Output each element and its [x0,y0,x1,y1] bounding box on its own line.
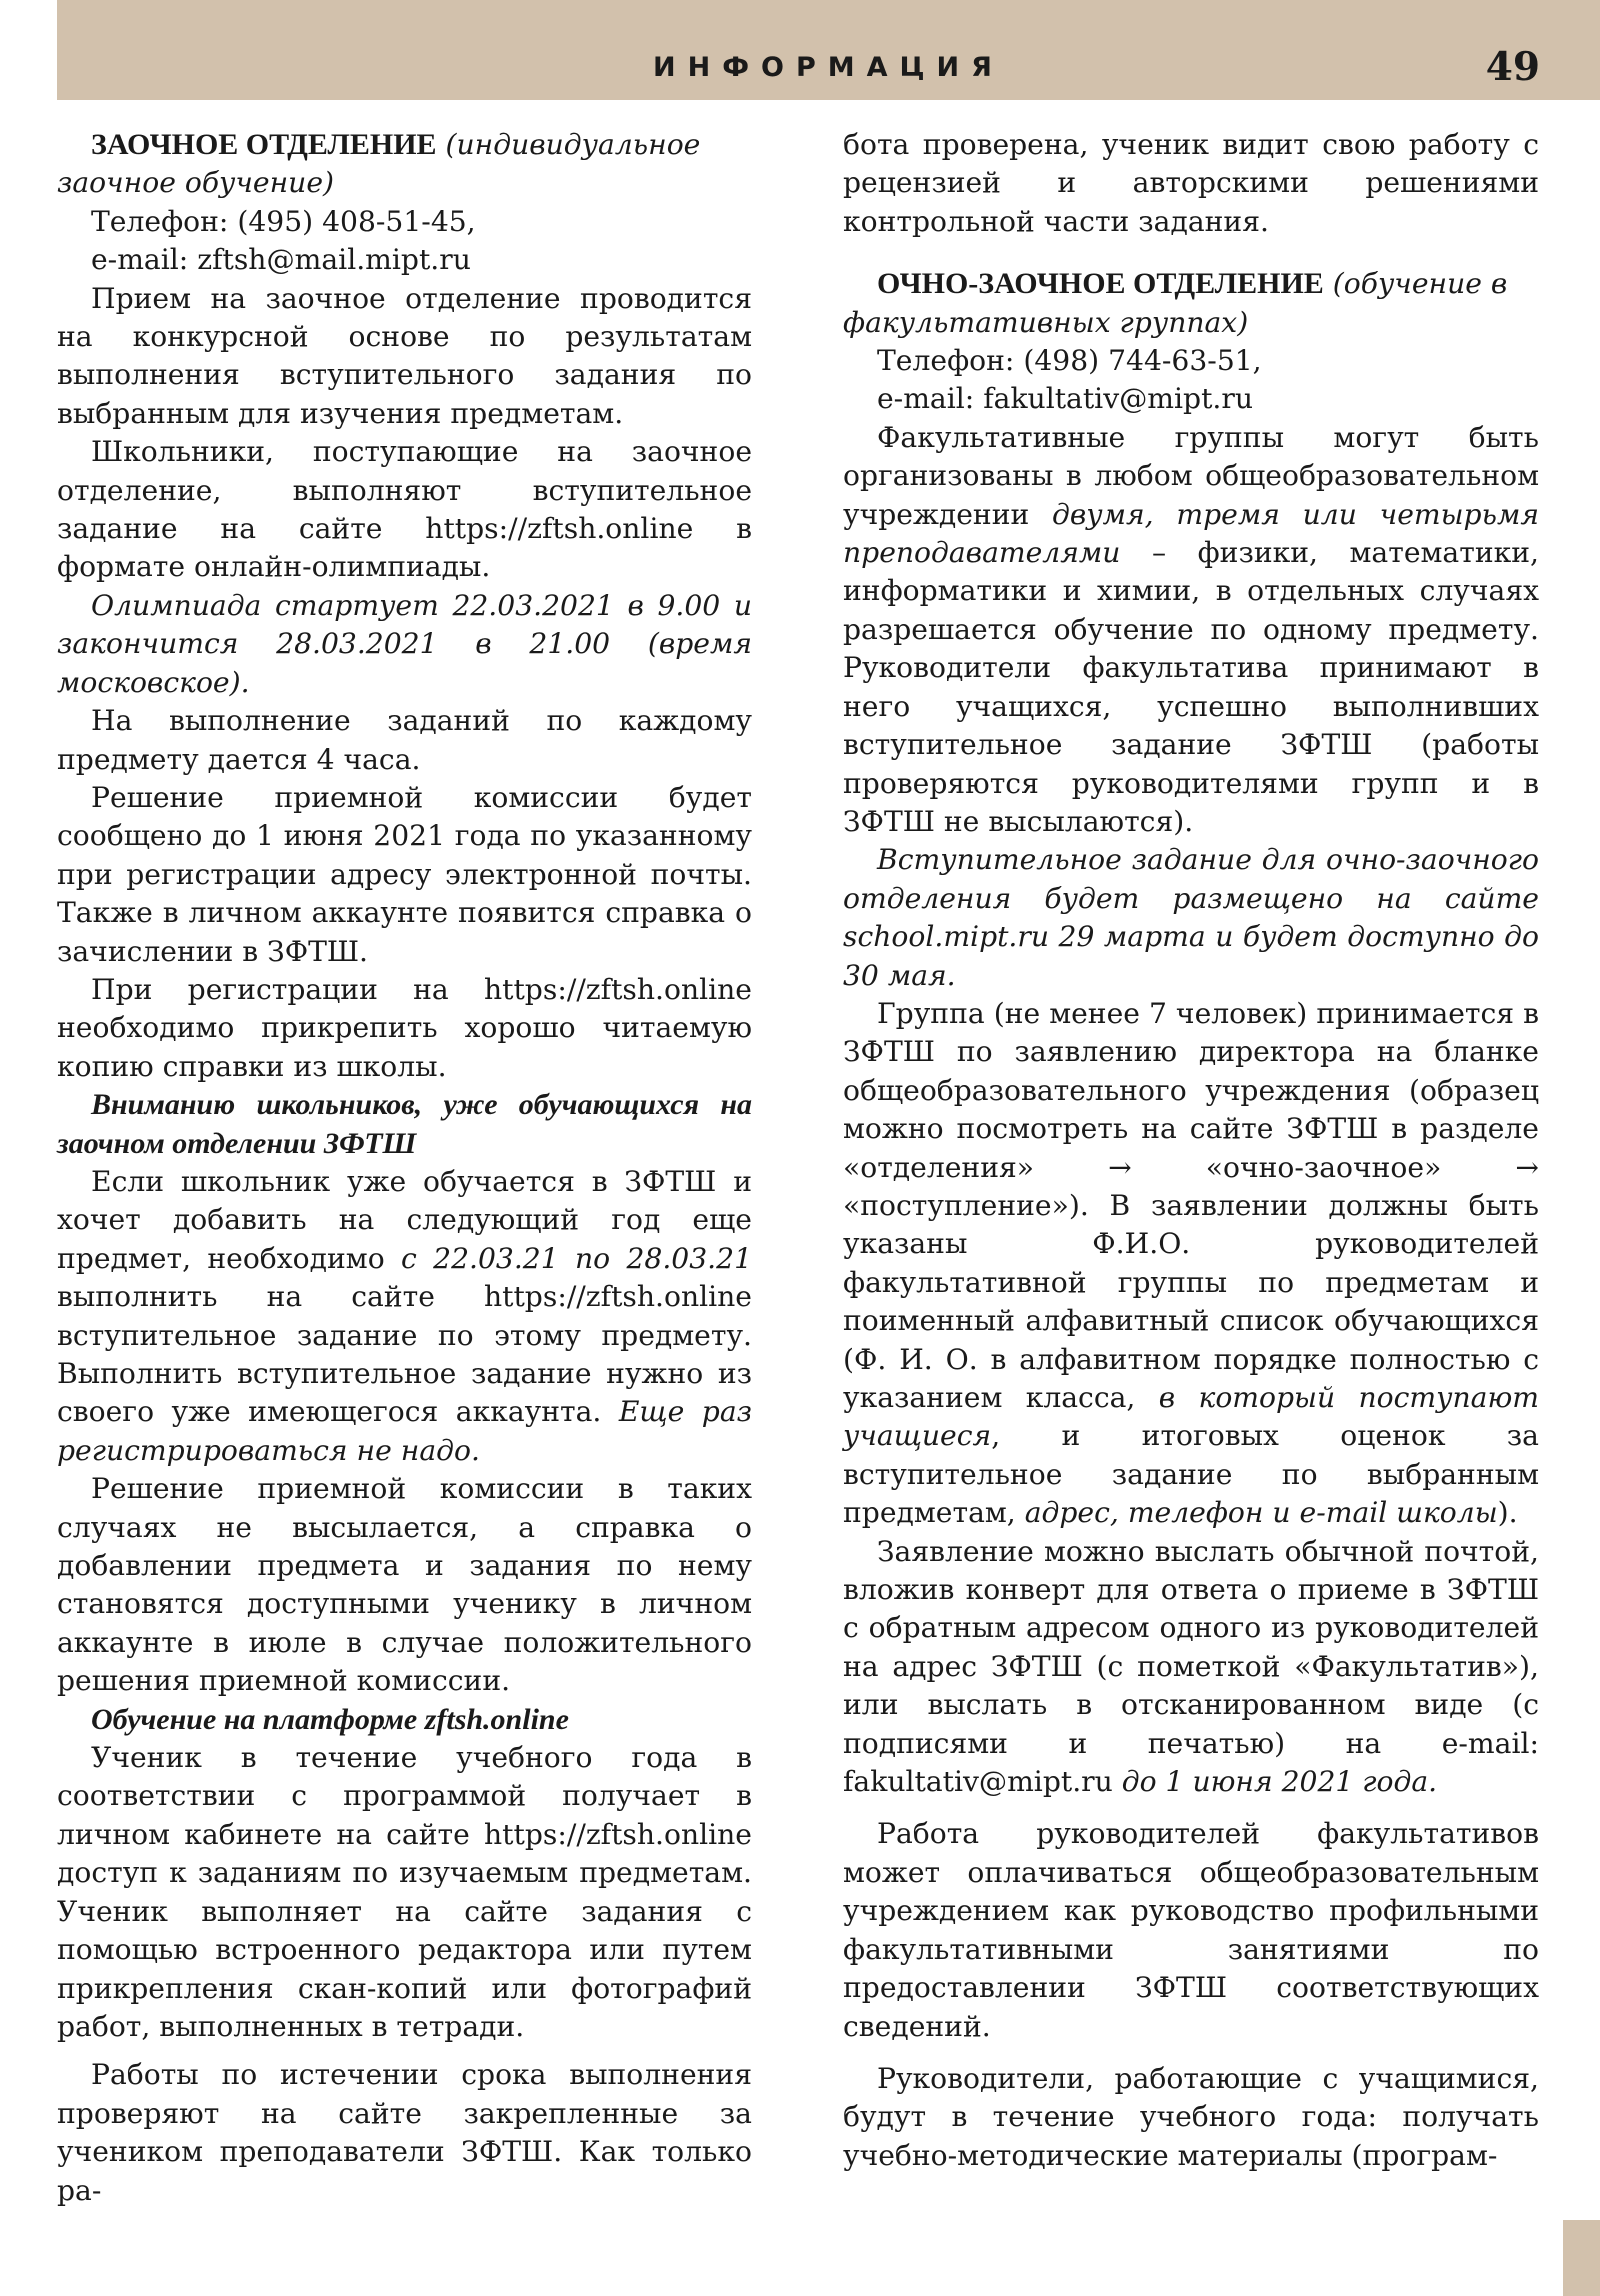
paragraph: Ученик в течение учебного года в соответствии с программой получает в личном кабинете на сайте https://zftsh.online доступ к заданиям по изучаемым предметам. Ученик выполняет на сайте задания с помощью встроенного редактора или путем прикрепления скан-копий или фотографий работ, выполненных в тетради. [57,1741,752,2043]
platform-heading: Обучение на платформе zftsh.online [91,1702,569,1736]
paragraph-continuation: бота проверена, ученик видит свою работу с рецензией и авторскими решениями контрольной части задания. [843,128,1539,238]
ochno-email: e-mail: fakultativ@mipt.ru [877,382,1254,416]
text-run-italic: в который поступают учащиеся [843,1381,1539,1453]
text-run: ). [1497,1496,1518,1530]
text-run-italic: до 1 июня 2021 года. [1121,1765,1438,1799]
paragraph [843,995,1539,1533]
text-run-italic: двумя, тремя или четырьмя преподавателями [843,497,1539,570]
page-number: 49 [1485,44,1540,90]
corner-decoration [1563,2220,1600,2296]
paragraph: При регистрации на https://zftsh.online необходимо прикрепить хорошо читаемую копию справки из школы. [57,972,752,1083]
text-run-italic: с 22.03.21 по 28.03.21 [401,1241,753,1275]
zaochnoe-subtitle: (индивидуальное заочное обучение) [57,128,701,200]
right-column [843,126,1539,2175]
zaochnoe-heading: ЗАОЧНОЕ ОТДЕЛЕНИЕ [91,128,437,161]
attention-heading-line [57,1086,752,1163]
paragraph: Решение приемной комиссии будет сообщено до 1 июня 2021 года по указанному при регистрации адресу электронной почты. Также в личном аккаунте появится справка о зачислении в ЗФТШ. [57,780,752,968]
olympiad-dates [57,587,752,702]
paragraph: Прием на заочное отделение проводится на конкурсной основе по результатам выполнения вступительного задания по выбранным для изучения предметам. [57,281,752,430]
paragraph: Руководители, работающие с учащимися, будут в течение учебного года: получать учебно-методические материалы (програм- [843,2061,1539,2172]
olympiad-dates-text: Олимпиада стартует 22.03.2021 в 9.00 и закончится 28.03.2021 в 21.00 (время московское). [57,588,752,699]
text-run: Факультативные группы могут быть организованы в любом общеобразовательном учреждении [843,420,1539,531]
platform-heading-line [57,1701,752,1739]
section-label: ИНФОРМАЦИЯ [653,52,1004,83]
paragraph: На выполнение заданий по каждому предмету дается 4 часа. [57,704,752,776]
ochno-subtitle: (обучение в факультативных группах) [843,267,1508,339]
zaochnoe-email: e-mail: zftsh@mail.mipt.ru [91,243,471,277]
header-bar [57,0,1600,100]
ochno-phone: Телефон: (498) 744-63-51, [877,344,1262,378]
paragraph: Школьники, поступающие на заочное отделение, выполняют вступительное задание на сайте https://zftsh.online в формате онлайн-олимпиады. [57,435,752,584]
paragraph [843,419,1539,841]
entrance-task-note-text: Вступительное задание для очно-заочного отделения будет размещено на сайте school.mipt.ru 29 марта и будет доступно до 30 мая. [843,843,1539,992]
entrance-task-note [843,841,1539,995]
text-run: , и итоговых оценок за вступительное задание по выбранным предметам, [843,1419,1539,1530]
paragraph: Работа руководителей факультативов может оплачиваться общеобразовательным учреждением как руководство профильными факультативными занятиями по предоставлении ЗФТШ соответствующих сведений. [843,1817,1539,2043]
attention-heading: Вниманию школьников, уже обучающихся на заочном отделении ЗФТШ [57,1088,752,1160]
text-run: выполнить на сайте https://zftsh.online вступительное задание по этому предмету. Выполнить вступительное задание нужно из своего уже имеющегося аккаунта. [57,1280,752,1429]
left-column [57,126,752,2210]
ochno-heading-line [843,265,1539,342]
text-run: Группа (не менее 7 человек) принимается в ЗФТШ по заявлению директора на бланке общеобразовательного учреждения (образец можно посмотреть на сайте ЗФТШ в разделе «отделения» → «очно-заочное» → «поступление»). В заявлении должны быть указаны Ф.И.О. руководителей факультативной группы по предметам и поименный алфавитный список обучающихся (Ф. И. О. в алфавитном порядке полностью с указанием класса, [843,996,1539,1414]
zaochnoe-phone: Телефон: (495) 408-51-45, [91,204,476,238]
paragraph: Решение приемной комиссии в таких случаях не высылается, а справка о добавлении предмета и задания по нему становятся доступными ученику в личном аккаунте в июле в случае положительного решения приемной комиссии. [57,1472,752,1698]
zaochnoe-heading-line [57,126,752,203]
text-run: – физики, математики, информатики и химии, в отдельных случаях разрешается обучение по одному предмету. Руководители факультатива принимают в него учащихся, успешно выполнивших вступительное задание ЗФТШ (работы проверяются руководителями групп и в ЗФТШ не высылаются). [843,536,1539,838]
paragraph: Работы по истечении срока выполнения проверяют на сайте закрепленные за учеником преподаватели ЗФТШ. Как только ра- [57,2058,752,2207]
text-run-italic: Еще раз регистрироваться не надо. [57,1395,752,1467]
text-run: Если школьник уже обучается в ЗФТШ и хочет добавить на следующий год еще предмет, необходимо [57,1164,752,1275]
text-run: Заявление можно выслать обычной почтой, вложив конверт для ответа о приеме в ЗФТШ с обратным адресом одного из руководителей на адрес ЗФТШ (с пометкой «Факультатив»), или выслать в отсканированном виде (с подписями и печатью) на e-mail: fakultativ@mipt.ru [843,1534,1539,1799]
paragraph [57,1163,752,1470]
text-run-italic: адрес, телефон и e-mail школы [1024,1496,1498,1530]
paragraph [843,1533,1539,1802]
ochno-heading: ОЧНО-ЗАОЧНОЕ ОТДЕЛЕНИЕ [877,267,1324,301]
